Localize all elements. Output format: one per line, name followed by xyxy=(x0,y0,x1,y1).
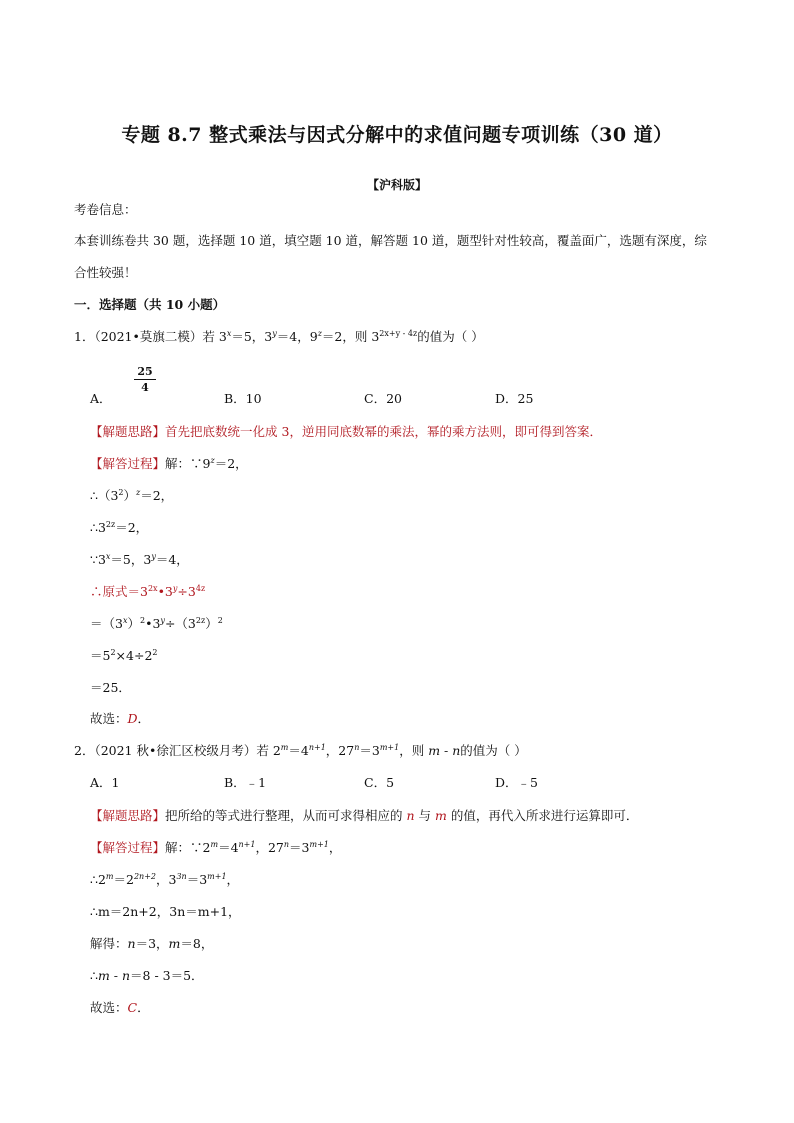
q2-answer: 故选：C． xyxy=(90,1000,150,1015)
edition-label: 【沪科版】 xyxy=(366,178,427,192)
section-heading-choice: 一．选择题（共 10 小题） xyxy=(74,297,226,312)
q2-step-4: ∴m - n＝8 - 3＝5． xyxy=(90,968,204,983)
q2-option-a: A．1 xyxy=(90,775,120,790)
info-line-1: 本套训练卷共 30 题，选择题 10 道，填空题 10 道，解答题 10 道，题型针对性较高，覆盖面广，选题有深度，综 xyxy=(74,233,707,248)
q1-step-6: $=5^2\times 4\div 2^2$ xyxy=(90,647,158,663)
q1-option-c: C．20 xyxy=(364,391,402,406)
q2-idea: 【解题思路】把所给的等式进行整理，从而可求得相应的 n 与 m 的值，再代入所求进行运算即可． xyxy=(90,808,639,823)
q2-step-2: ∴m＝2n+2，3n＝m+1， xyxy=(90,904,241,919)
q1-option-a-fraction: $\frac{25}{4}$ xyxy=(134,365,156,394)
document-title: 专题 8.7 整式乘法与因式分解中的求值问题专项训练（30 道） xyxy=(121,124,673,146)
q2-step-3: 解得：n＝3，m＝8， xyxy=(90,936,214,951)
q2-stem: 2．（2021 秋•徐汇区校级月考）若 $2^m=4^{n+1}$，$27^n=3^{m+1}$，则 m - n的值为（ ） xyxy=(74,742,527,758)
q1-step-4: ∴原式$=3^{2x}•3^y\div 3^{4z}$ xyxy=(90,583,206,599)
q1-idea: 【解题思路】首先把底数统一化成 3，逆用同底数幂的乘法，幂的乘方法则，即可得到答案． xyxy=(90,424,602,439)
q1-stem: 1．（2021•莫旗二模）若 $3^x=5$，$3^y=4$，$9^z=2$，则 $3^{2x+y - 4z}$的值为（ ） xyxy=(74,328,484,344)
info-line-2: 合性较强！ xyxy=(74,265,137,280)
q1-process-intro: 【解答过程】解：$\because 9^z=2$， xyxy=(90,455,248,471)
q1-step-7: ＝25． xyxy=(90,680,131,695)
info-heading: 考卷信息： xyxy=(74,202,137,217)
q1-option-b: B．10 xyxy=(224,391,262,406)
q1-step-3: $\because 3^x=5$，$3^y=4$， xyxy=(90,551,189,567)
q1-option-a-label: A． xyxy=(90,391,112,406)
q1-step-1: $\therefore(3^2)^z=2$， xyxy=(90,487,174,503)
q2-process-intro: 【解答过程】解：$\because 2^m=4^{n+1}$，$27^n=3^{m+1}$， xyxy=(90,839,342,855)
q2-step-1: $\therefore 2^m=2^{2n+2}$，$3^{3n}=3^{m+1}$， xyxy=(90,871,240,887)
q1-step-5: $=(3^x)^2•3^y\div(3^{2z})^2$ xyxy=(90,615,223,631)
q2-option-d: D．﹣5 xyxy=(495,775,538,790)
q2-option-c: C．5 xyxy=(364,775,395,790)
q1-answer: 故选：D． xyxy=(90,711,151,726)
q2-option-b: B．﹣1 xyxy=(224,775,267,790)
q1-option-d: D．25 xyxy=(495,391,534,406)
q1-step-2: $\therefore 3^{2z}=2$， xyxy=(90,519,149,535)
